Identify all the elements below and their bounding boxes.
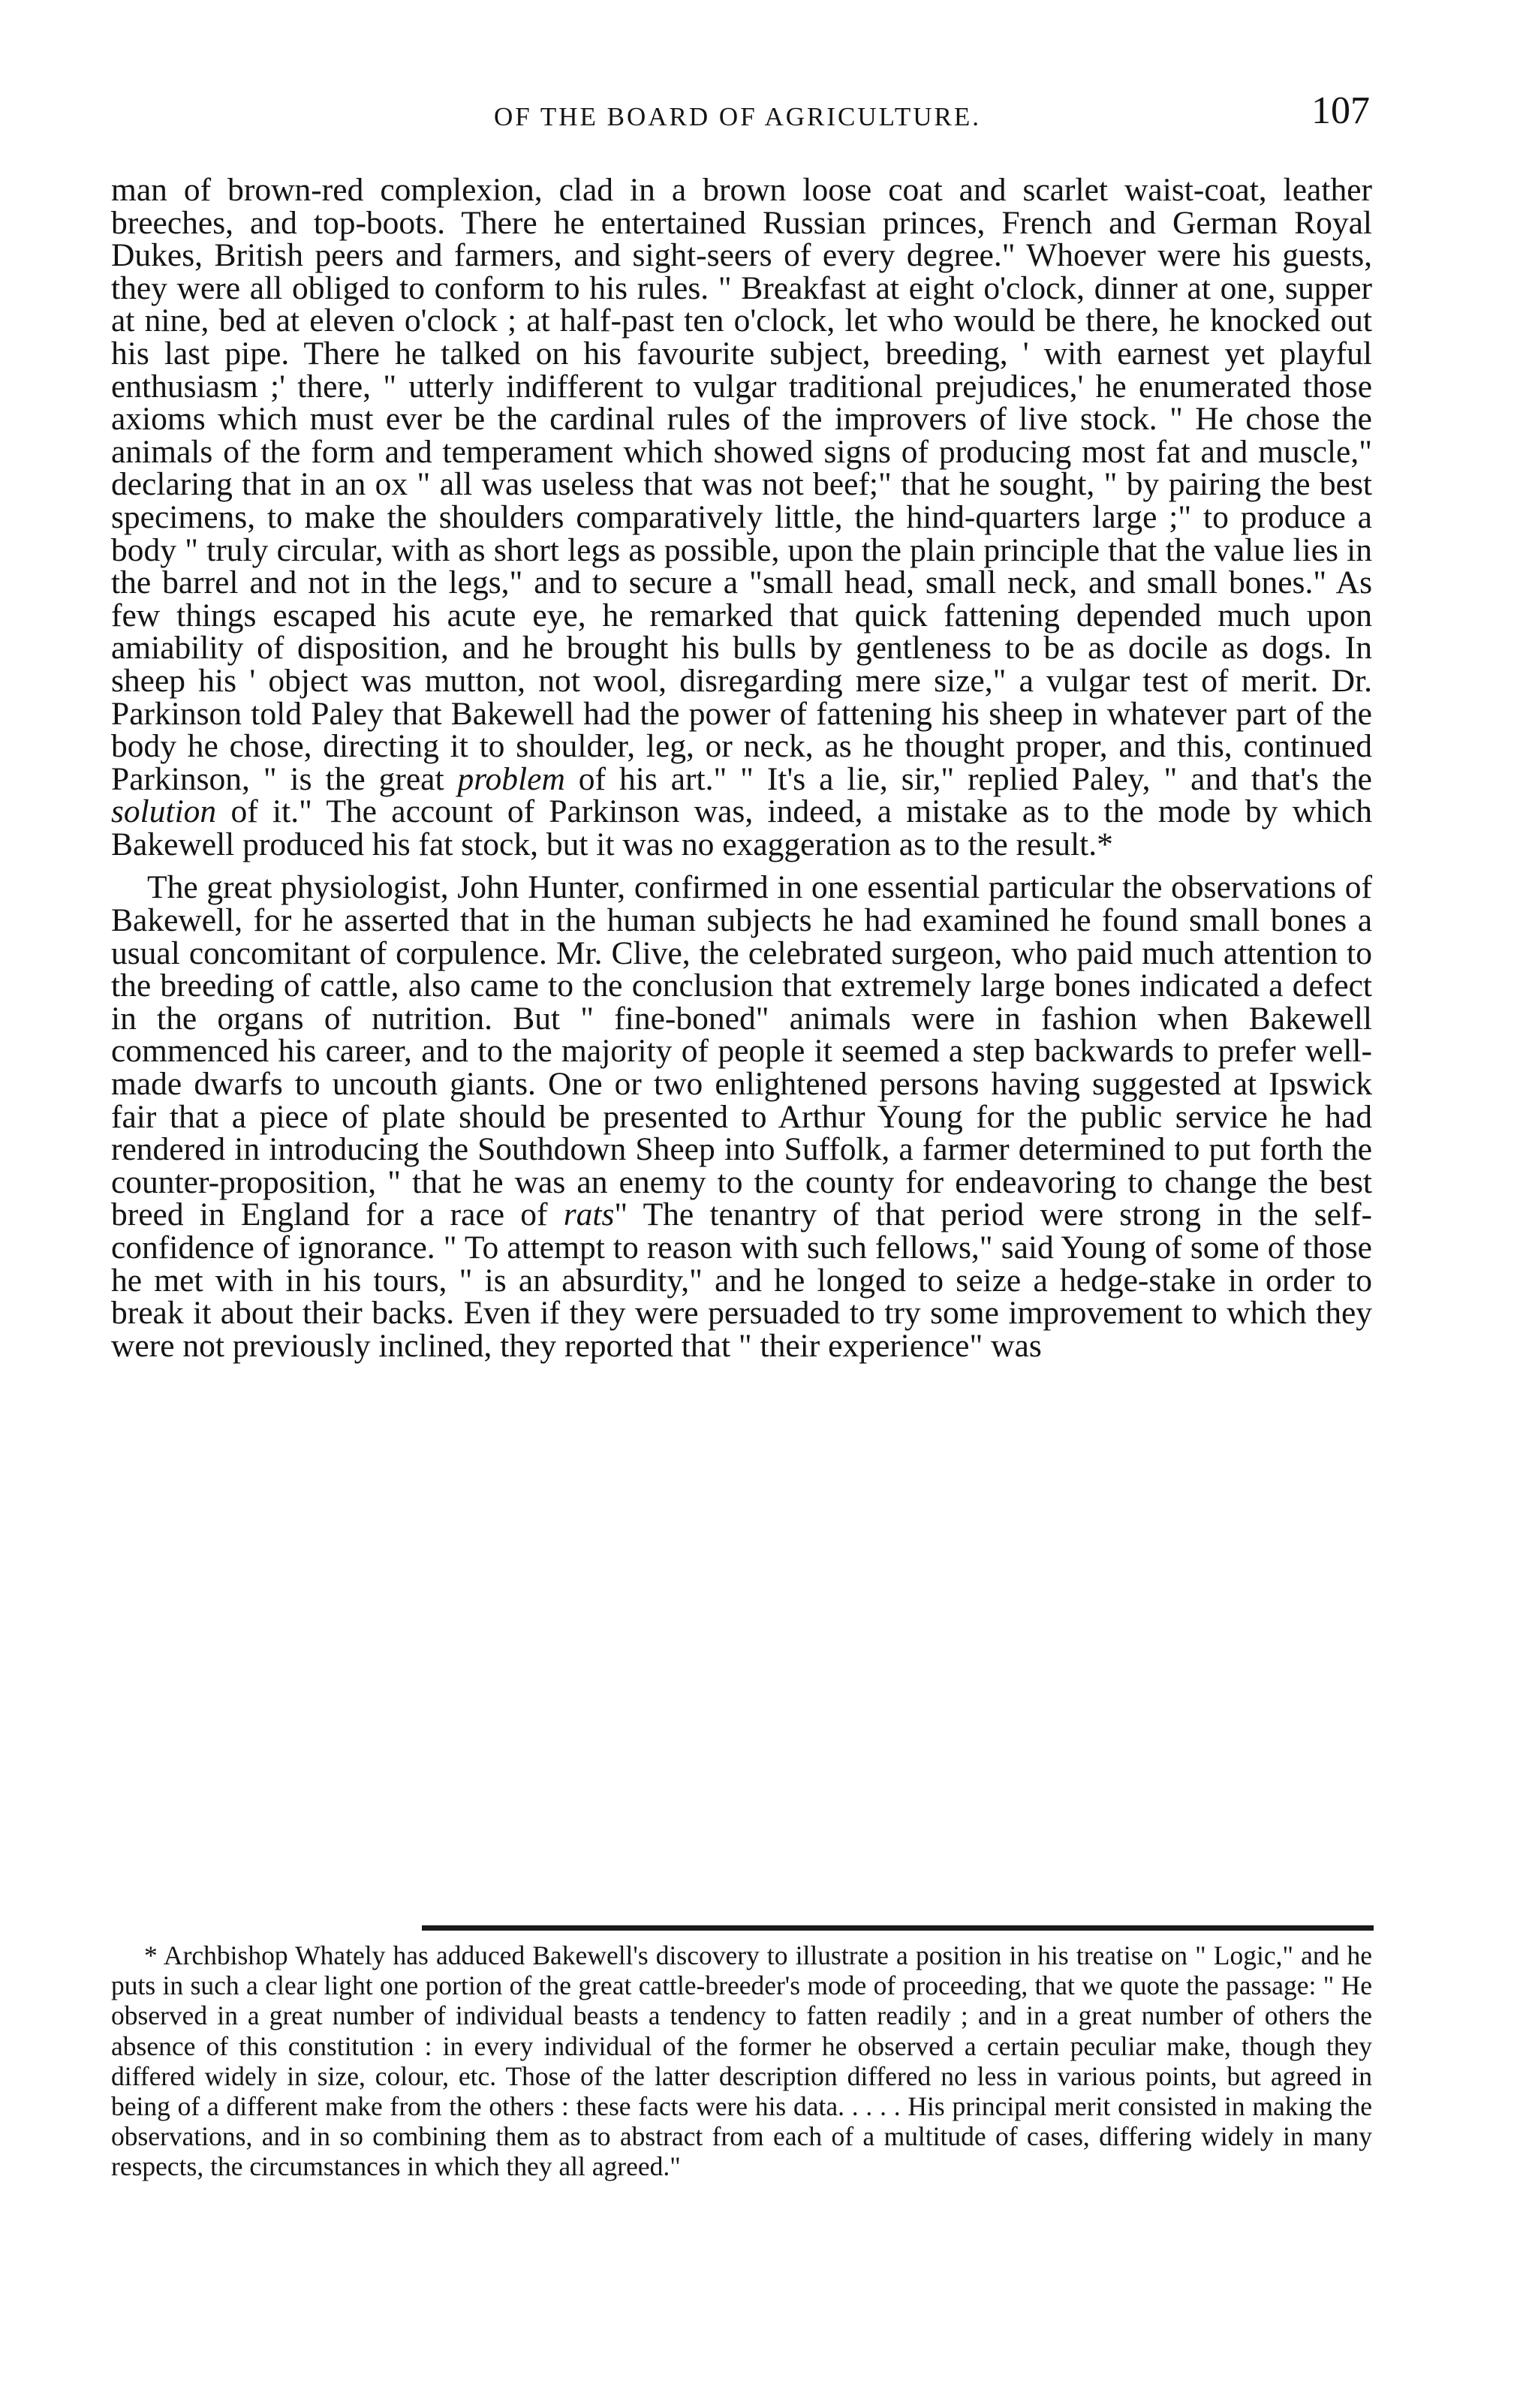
running-head: OF THE BOARD OF AGRICULTURE. xyxy=(494,102,981,131)
paragraph-2-part-1: The great physiologist, John Hunter, confirmed in one essential particular the observations of Bakewell, for he asserted that in the human subjects he had examined he found small bones a usual concomitant of corpulence. Mr. Clive, the celebrated surgeon, who paid much attention to the breeding of cattle, also came to the conclusion that extremely large bones indicated a defect in the organs of nutrition. But " fine-boned" animals were in fashion when Bakewell commenced his career, and to the majority of people it seemed a step backwards to prefer well-made dwarfs to uncouth giants. One or two enlightened persons having suggested at Ipswick fair that a piece of plate should be presented to Arthur Young for the public service he had rendered in introducing the Southdown Sheep into Suffolk, a farmer determined to put forth the counter-proposition, " that he was an enemy to the county for endeavoring to change the best breed in England for a race of xyxy=(111,869,1372,1233)
italic-solution: solution xyxy=(111,793,217,830)
paragraph-1 xyxy=(111,174,1372,861)
paragraph-2 xyxy=(111,871,1372,1362)
footnote: * Archbishop Whately has adduced Bakewell's discovery to illustrate a position in his treatise on " Logic," and he puts in such a clear light one portion of the great cattle-breeder's mode of proceeding, that we quote the passage: " He observed in a great number of individual beasts a tendency to fatten readily ; and in a great number of others the absence of this constitution : in every individual of the former he observed a certain peculiar make, though they differed widely in size, colour, etc. Those of the latter description differed no less in various points, but agreed in being of a different make from the others : these facts were his data. . . . . His principal merit consisted in making the observations, and in so combining them as to abstract from each of a multitude of cases, differing widely in many respects, the circumstances in which they all agreed." xyxy=(111,1940,1372,2182)
page-number: 107 xyxy=(1311,89,1370,132)
page-header xyxy=(105,89,1370,141)
footnote-rule xyxy=(422,1925,1374,1931)
italic-rats: rats xyxy=(563,1196,615,1233)
main-text xyxy=(111,174,1372,1362)
italic-problem: problem xyxy=(457,760,565,797)
paragraph-1-part-2: of his art." " It's a lie, sir," replied Paley, " and that's the xyxy=(564,760,1372,797)
paragraph-2-part-2: " The tenantry of that period were strong in the self-confidence of ignorance. " To attempt to reason with such fellows," said Young of some of those he met with in his tours, " is an absurdity," and he longed to seize a hedge-stake in order to break it about their backs. Even if they were persuaded to try some improvement to which they were not previously inclined, they reported that " their experience" was xyxy=(111,1196,1372,1364)
paragraph-1-part-3: of it." The account of Parkinson was, indeed, a mistake as to the mode by which Bakewell produced his fat stock, but it was no exaggeration as to the result.* xyxy=(111,793,1372,862)
paragraph-1-part-1: man of brown-red complexion, clad in a brown loose coat and scarlet waist-coat, leather breeches, and top-boots. There he entertained Russian princes, French and German Royal Dukes, British peers and farmers, and sight-seers of every degree." Whoever were his guests, they were all obliged to conform to his rules. " Breakfast at eight o'clock, dinner at one, supper at nine, bed at eleven o'clock ; at half-past ten o'clock, let who would be there, he knocked out his last pipe. There he talked on his favourite subject, breeding, ' with earnest yet playful enthusiasm ;' there, " utterly indifferent to vulgar traditional prejudices,' he enumerated those axioms which must ever be the cardinal rules of the improvers of live stock. " He chose the animals of the form and temperament which showed signs of producing most fat and muscle," declaring that in an ox " all was useless that was not beef;" that he sought, " by pairing the best specimens, to make the shoulders comparatively little, the hind-quarters large ;" to produce a body " truly circular, with as short legs as possible, upon the plain principle that the value lies in the barrel and not in the legs," and to secure a "small head, small neck, and small bones." As few things escaped his acute eye, he remarked that quick fattening depended much upon amiability of disposition, and he brought his bulls by gentleness to be as docile as dogs. In sheep his ' object was mutton, not wool, disregarding mere size," a vulgar test of merit. Dr. Parkinson told Paley that Bakewell had the power of fattening his sheep in whatever part of the body he chose, directing it to shoulder, leg, or neck, as he thought proper, and this, continued Parkinson, " is the great xyxy=(111,172,1372,797)
